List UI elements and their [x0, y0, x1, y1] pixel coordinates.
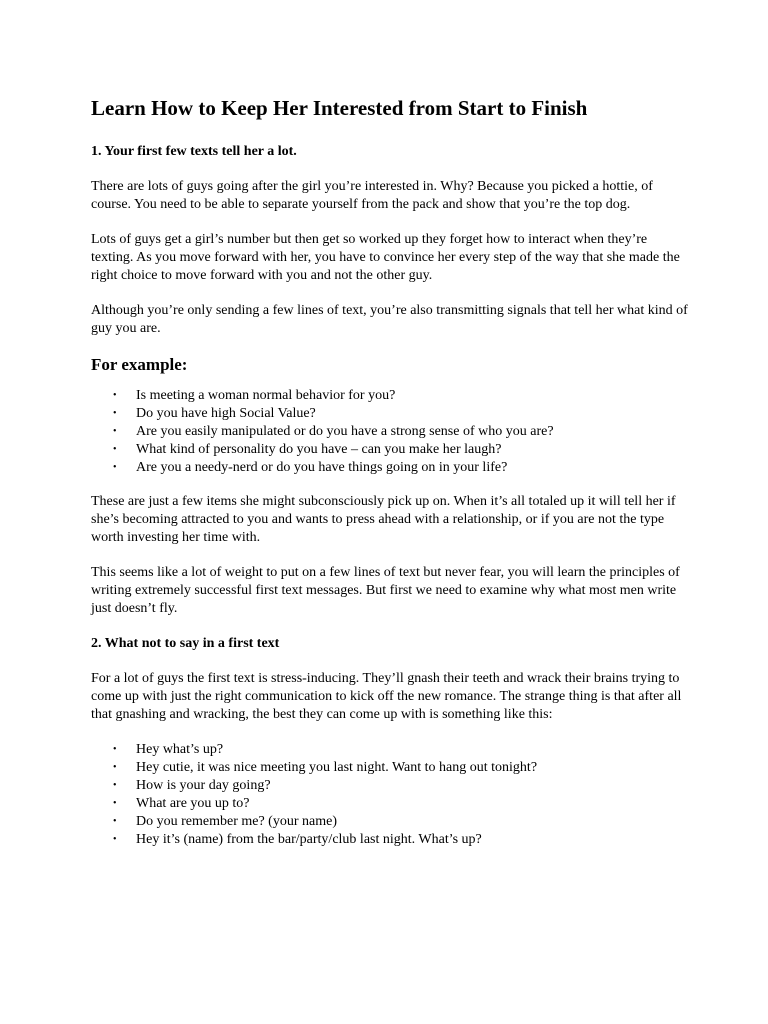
list-item: [91, 741, 691, 759]
bullet-icon: •: [113, 816, 117, 827]
list-item: [91, 387, 691, 405]
bullet-icon: •: [113, 390, 117, 401]
bullet-icon: •: [113, 744, 117, 755]
list-item: [91, 795, 691, 813]
bullet-icon: •: [113, 426, 117, 437]
list-item-text: Do you have high Social Value?: [136, 406, 316, 421]
list-item: [91, 423, 691, 441]
paragraph: There are lots of guys going after the girl you’re interested in. Why? Because you picked a hottie, of course. You need to be able to separate yourself from the pack and show that you’re the top dog.: [91, 179, 653, 212]
paragraph: Lots of guys get a girl’s number but then get so worked up they forget how to interact when they’re texting. As you move forward with her, you have to convince her every step of the way that she made the right choice to move forward with you and not the other guy.: [91, 232, 680, 283]
bullet-icon: •: [113, 444, 117, 455]
bullet-icon: •: [113, 798, 117, 809]
list-item: [91, 777, 691, 795]
list-item-text: Are you easily manipulated or do you have a strong sense of who you are?: [136, 424, 554, 439]
list-item: [91, 813, 691, 831]
bullet-icon: •: [113, 462, 117, 473]
list-item-text: Hey cutie, it was nice meeting you last night. Want to hang out tonight?: [136, 760, 538, 775]
example-heading: For example:: [91, 355, 188, 374]
list-item-text: Do you remember me? (your name): [136, 814, 337, 829]
list-item-text: Is meeting a woman normal behavior for you?: [136, 388, 396, 403]
paragraph: This seems like a lot of weight to put on a few lines of text but never fear, you will learn the principles of writing extremely successful first text messages. But first we need to examine why what most men write just doesn’t fly.: [91, 565, 680, 616]
list-item: [91, 831, 691, 849]
document-page: [91, 94, 691, 865]
list-item: [91, 441, 691, 459]
list-item-text: Hey it’s (name) from the bar/party/club last night. What’s up?: [136, 832, 482, 847]
bad-text-list: [91, 741, 691, 849]
paragraph: For a lot of guys the first text is stress-inducing. They’ll gnash their teeth and wrack their brains trying to come up with just the right communication to kick off the new romance. The strange thing is that after all that gnashing and wracking, the best they can come up with is something like this:: [91, 671, 682, 722]
list-item-text: What kind of personality do you have – can you make her laugh?: [136, 442, 502, 457]
list-item-text: How is your day going?: [136, 778, 271, 793]
list-item: [91, 459, 691, 477]
list-item-text: Hey what’s up?: [136, 742, 224, 757]
bullet-icon: •: [113, 834, 117, 845]
bullet-icon: •: [113, 408, 117, 419]
bullet-icon: •: [113, 762, 117, 773]
list-item-text: What are you up to?: [136, 796, 250, 811]
example-list: [91, 387, 691, 477]
document-title: Learn How to Keep Her Interested from Start to Finish: [91, 96, 588, 120]
list-item-text: Are you a needy-nerd or do you have things going on in your life?: [136, 460, 508, 475]
bullet-icon: •: [113, 780, 117, 791]
paragraph: Although you’re only sending a few lines of text, you’re also transmitting signals that tell her what kind of guy you are.: [91, 303, 688, 336]
paragraph: These are just a few items she might subconsciously pick up on. When it’s all totaled up it will tell her if she’s becoming attracted to you and wants to press ahead with a relationship, or if you are not the type worth investing her time with.: [91, 494, 676, 545]
list-item: [91, 759, 691, 777]
section-2-heading: 2. What not to say in a first text: [91, 636, 280, 651]
list-item: [91, 405, 691, 423]
section-1-heading: 1. Your first few texts tell her a lot.: [91, 144, 297, 159]
